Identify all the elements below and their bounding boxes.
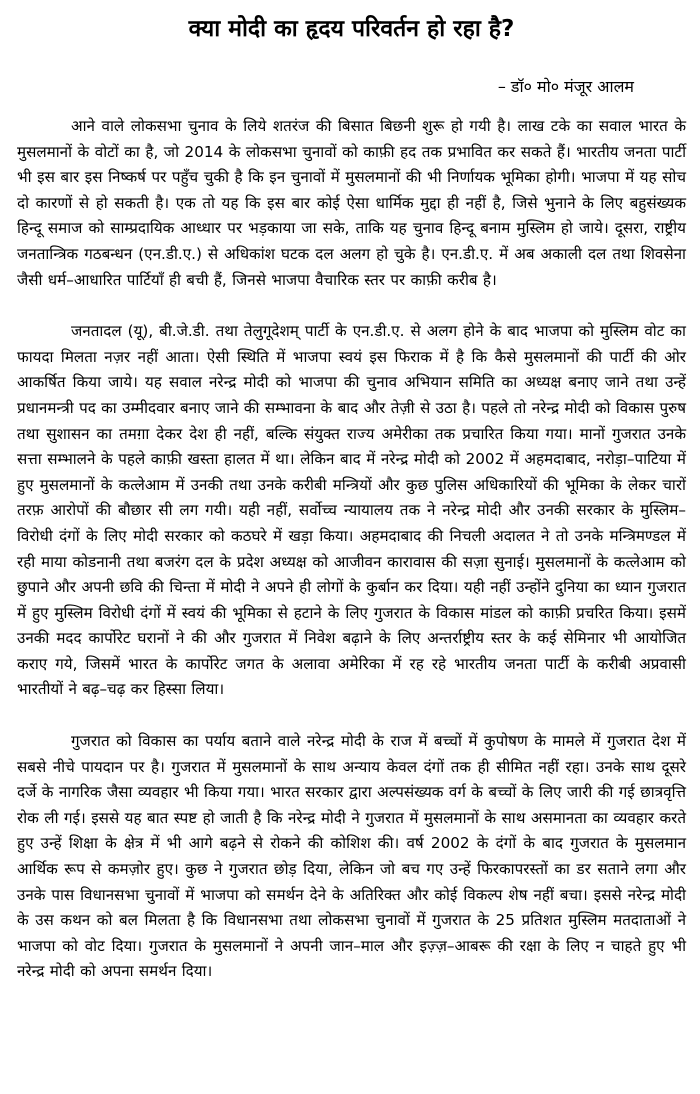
paragraph-3: गुजरात को विकास का पर्याय बताने वाले नरेन्द्र मोदी के राज में बच्चों में कुपोषण के मामले में गुजरात देश में सबसे नीचे पायदान पर है। गुजरात में मुसलमानों के साथ अन्याय केवल दंगों तक ही सीमित नहीं रहा। उनके साथ दूसरे दर्जे के नागरिक जैसा व्यवहार भी किया गया। भारत सरकार द्वारा अल्पसंख्यक वर्ग के बच्चों के लिए जारी की गई छात्रवृत्ति रोक ली गई। इससे यह बात स्पष्ट हो जाती है कि नरेन्द्र मोदी ने गुजरात में मुसलमानों के साथ असमानता का व्यवहार करते हुए उन्हें शिक्षा के क्षेत्र में भी आगे बढ़ने से रोकने की कोशिश की। वर्ष 2002 के दंगों के बाद गुजरात के मुसलमान आर्थिक रूप से कमज़ोर हुए। कुछ ने गुजरात छोड़ दिया, लेकिन जो बच गए उन्हें फिरकापरस्तों का डर सताने लगा और उनके पास विधानसभा चुनावों में भाजपा को समर्थन देने के अतिरिक्त और कोई विकल्प शेष नहीं बचा। इससे नरेन्द्र मोदी के उस कथन को बल मिलता है कि विधानसभा तथा लोकसभा चुनावों में गुजरात के 25 प्रतिशत मुस्लिम मतदाताओं ने भाजपा को वोट दिया। गुजरात के मुसलमानों ने अपनी जान–माल और इज़्ज़–आबरू की रक्षा के लिए न चाहते हुए भी नरेन्द्र मोदी को अपना समर्थन दिया। (17, 732, 686, 981)
article-author: – डॉ० मो० मंजूर आलम (497, 77, 634, 96)
paragraph-1: आने वाले लोकसभा चुनाव के लिये शतरंज की बिसात बिछनी शुरू हो गयी है। लाख टके का सवाल भारत के मुसलमानों के वोटों का है, जो 2014 के लोकसभा चुनावों को काफ़ी हद तक प्रभावित कर सकते हैं। भारतीय जनता पार्टी भी इस बार इस निष्कर्ष पर पहुँच चुकी है कि इन चुनावों में मुसलमानों की भी निर्णायक भूमिका होगी। भाजपा में यह सोच दो कारणों से हो सकती है। एक तो यह कि इस बार कोई ऐसा धार्मिक मुद्दा ही नहीं है, जिसे भुनाने के लिए बहुसंख्यक हिन्दू समाज को साम्प्रदायिक आध्धार पर भड़काया जा सके, ताकि यह चुनाव हिन्दू बनाम मुस्लिम हो जाये। दूसरा, राष्ट्रीय जनतान्त्रिक गठबन्धन (एन.डी.ए.) से अधिकांश घटक दल अलग हो चुके है। एन.डी.ए. में अब अकाली दल तथा शिवसेना जैसी धर्म–आधारित पार्टियाँ ही बची हैं, जिनसे भाजपा वैचारिक स्तर पर काफ़ी करीब है। (17, 117, 687, 289)
article-title: क्या मोदी का हृदय परिवर्तन हो रहा है? (188, 16, 515, 42)
paragraph-2: जनतादल (यू), बी.जे.डी. तथा तेलुगूदेशम् पार्टी के एन.डी.ए. से अलग होने के बाद भाजपा को मुस्लिम वोट का फायदा मिलता नज़र नहीं आता। ऐसी स्थिति में भाजपा स्वयं इस फिराक में है कि कैसे मुसलमानों की पार्टी की ओर आकर्षित किया जाये। यह सवाल नरेन्द्र मोदी को भाजपा की चुनाव अभियान समिति का अध्यक्ष बनाए जाने तथा उन्हें प्रधानमन्त्री पद का उम्मीदवार बनाए जाने की सम्भावना के बाद और तेज़ी से उठा है। पहले तो नरेन्द्र मोदी को विकास पुरुष तथा सुशासन का तमग़ा देकर देश ही नहीं, बल्कि संयुक्त राज्य अमेरीका तक प्रचारित किया गया। मानों गुजरात उनके सत्ता सम्भालने के पहले काफ़ी खस्ता हालत में था। लेकिन बाद में नरेन्द्र मोदी को 2002 में अहमदाबाद, नरोड़ा–पाटिया में हुए मुसलमानों के कत्लेआम में उनकी तथा उनके करीबी मन्त्रियों और कुछ पुलिस अधिकारियों की भूमिका के लेकर चारों तरफ़ आरोपों की बौछार सी लग गयी। यही नहीं, सर्वोच्च न्यायालय तक ने नरेन्द्र मोदी और उनकी सरकार के मुस्लिम–विरोधी दंगों के लिए मोदी सरकार को कठघरे में खड़ा किया। अहमदाबाद की निचली अदालत ने तो उनके मन्त्रिमण्डल में रही माया कोडनानी तथा बजरंग दल के प्रदेश अध्यक्ष को आजीवन कारावास की सज़ा सुनाई। मुसलमानों के कत्लेआम को छुपाने और अपनी छवि की चिन्ता में मोदी ने अपने ही लोगों के कुर्बान कर दिया। यही नहीं उन्होंने दुनिया का ध्यान गुजरात में हुए मुस्लिम विरोधी दंगों में स्वयं की भूमिका से हटाने के लिए गुजरात के विकास मांडल को काफ़ी प्रचरित किया। इसमें उनकी मदद कार्पोरेट घरानों ने की और गुजरात में निवेश बढ़ाने के लिए अन्तर्राष्ट्रीय स्तर के कई सेमिनार भी आयोजित कराए गये, जिसमें भारत के कार्पोरेट जगत के अलावा अमेरिका में रह रहे भारतीय जनता पार्टी के करीबी अप्रवासी भारतीयों ने बढ़–चढ़ कर हिस्सा लिया। (17, 322, 686, 699)
